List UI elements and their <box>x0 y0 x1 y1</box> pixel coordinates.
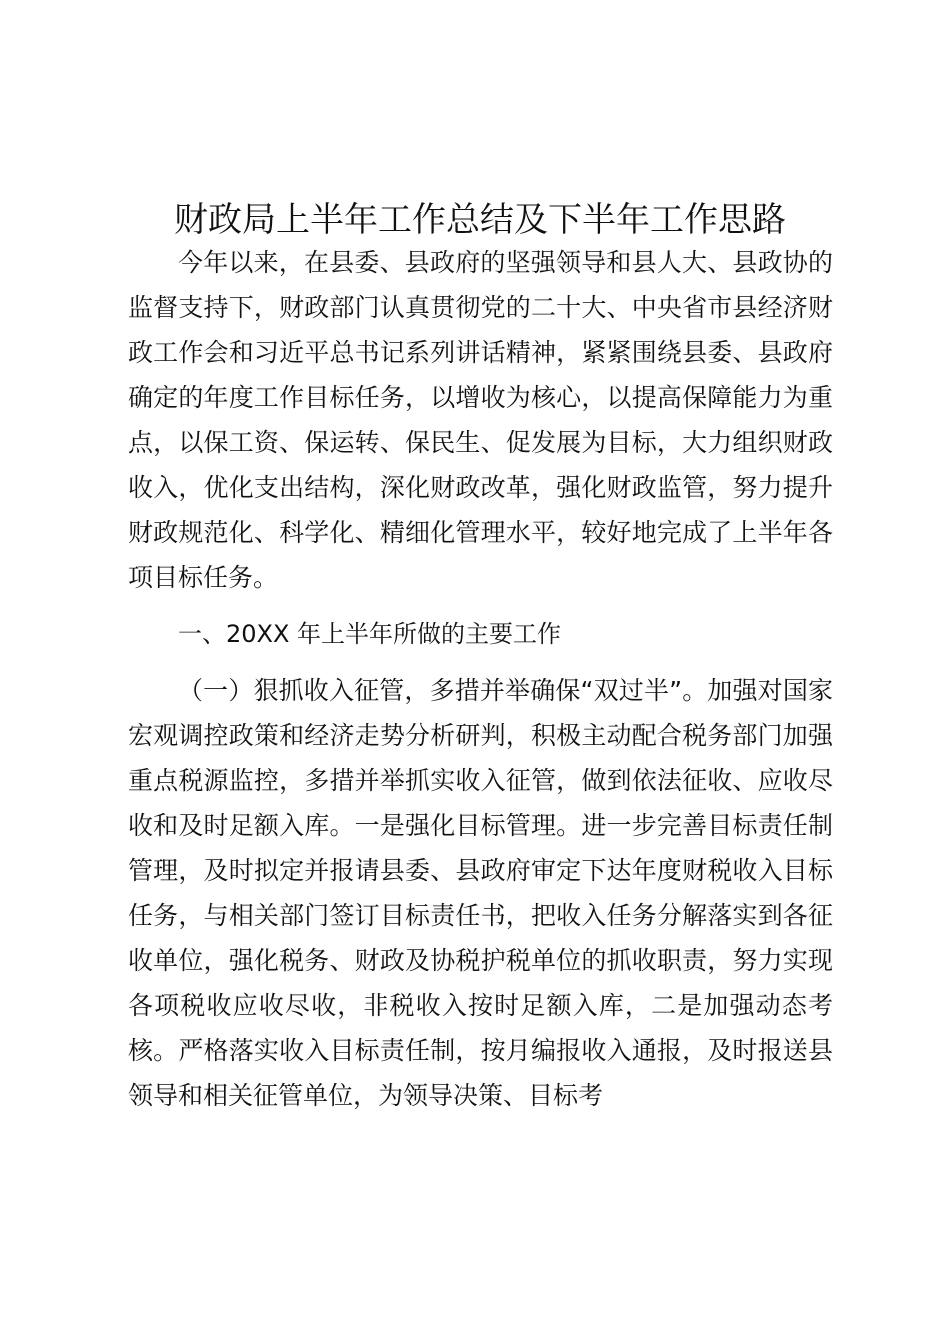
section-heading: 一、20XX 年上半年所做的主要工作 <box>178 620 562 648</box>
intro-paragraph: 今年以来，在县委、县政府的坚强领导和县人大、县政协的监督支持下，财政部门认真贯彻党的二十大、中央省市县经济财政工作会和习近平总书记系列讲话精神，紧紧围绕县委、县政府确定的年度工作目标任务，以增收为核心，以提高保障能力为重点，以保工资、保运转、保民生、促发展为目标，大力组织财政收入，优化支出结构，深化财政改革，强化财政监管，努力提升财政规范化、科学化、精细化管理水平，较好地完成了上半年各项目标任务。 <box>128 248 833 592</box>
document-title: 财政局上半年工作总结及下半年工作思路 <box>174 199 786 240</box>
section-one-paragraph: （一）狠抓收入征管，多措并举确保“双过半”。加强对国家宏观调控政策和经济走势分析研判，积极主动配合税务部门加强重点税源监控，多措并举抓实收入征管，做到依法征收、应收尽收和及时足额入库。一是强化目标管理。进一步完善目标责任制管理，及时拟定并报请县委、县政府审定下达年度财税收入目标任务，与相关部门签订目标责任书，把收入任务分解落实到各征收单位，强化税务、财政及协税护税单位的抓收职责，努力实现各项税收应收尽收，非税收入按时足额入库，二是加强动态考核。严格落实收入目标责任制，按月编报收入通报，及时报送县领导和相关征管单位，为领导决策、目标考 <box>128 676 833 1110</box>
